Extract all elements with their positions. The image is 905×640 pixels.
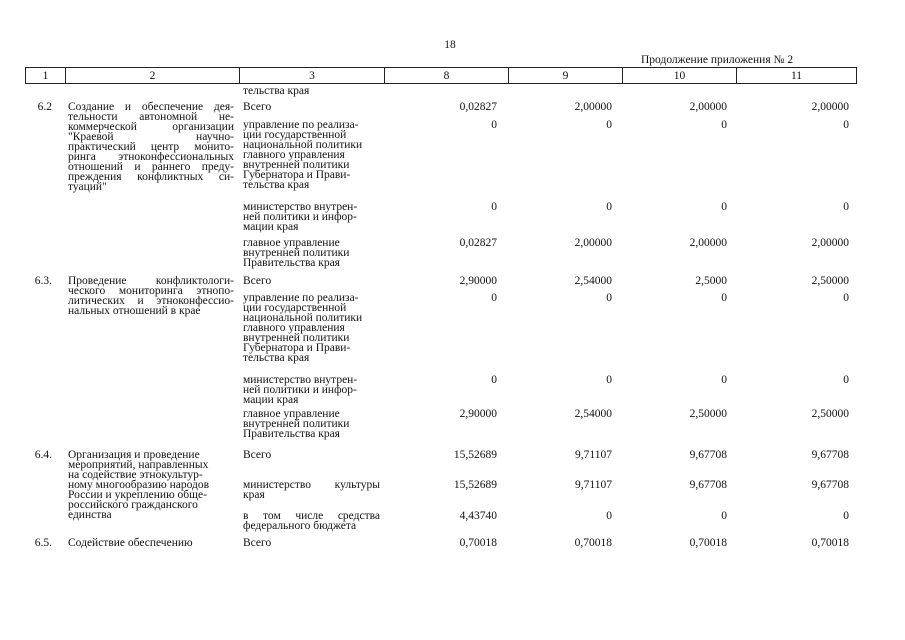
item-name-line: Проведение конфликтологи- <box>68 275 234 287</box>
item-name-line: нальных отношений в крае <box>68 305 201 317</box>
funding-source-line: ней политики и инфор- <box>243 384 357 396</box>
value-cell: 2,00000 <box>811 237 849 249</box>
funding-source-line: Всего <box>243 101 272 113</box>
value-cell: 0 <box>721 292 727 304</box>
item-name-line: российского гражданского <box>68 499 198 511</box>
funding-source-line: Всего <box>243 275 272 287</box>
value-cell: 0 <box>606 201 612 213</box>
item-name-line: Создание и обеспечение дея- <box>68 101 234 113</box>
funding-source-line: Всего <box>243 449 272 461</box>
value-cell: 9,71107 <box>575 449 612 461</box>
funding-source-line: Губернатора и Прави- <box>243 342 351 354</box>
row-number: 6.2 <box>37 101 52 113</box>
row-number: 6.3. <box>34 275 52 287</box>
funding-source-line: внутренней политики <box>243 247 350 259</box>
value-cell: 0,02827 <box>459 237 497 249</box>
value-cell: 0 <box>491 201 497 213</box>
funding-source-line: министерство культуры <box>243 479 380 491</box>
value-cell: 0 <box>491 119 497 131</box>
funding-source-line: тельства края <box>243 179 310 191</box>
value-cell: 2,00000 <box>811 101 849 113</box>
funding-source-line: внутренней политики <box>243 418 350 430</box>
funding-source-line: внутренней политики <box>243 332 350 344</box>
column-header: 3 <box>239 67 384 84</box>
value-cell: 2,5000 <box>695 275 727 287</box>
value-cell: 2,50000 <box>811 408 849 420</box>
funding-source-line: национальной политики <box>243 312 363 324</box>
value-cell: 2,00000 <box>689 101 727 113</box>
column-header: 1 <box>25 67 65 84</box>
column-header: 2 <box>65 67 239 84</box>
item-name-line: практический центр монито- <box>68 141 234 153</box>
item-name-line: Содействие обеспечению <box>68 537 193 549</box>
funding-source-line: Правительства края <box>243 257 340 269</box>
value-cell: 0 <box>606 119 612 131</box>
value-cell: 2,54000 <box>574 408 612 420</box>
value-cell: 4,43740 <box>459 510 497 522</box>
value-cell: 0 <box>721 201 727 213</box>
item-name-line: ринга этноконфессиональных <box>68 151 234 163</box>
funding-source-line: края <box>243 489 265 501</box>
funding-source-line: ней политики и инфор- <box>243 211 357 223</box>
funding-source-line: внутренней политики <box>243 159 350 171</box>
funding-source-line: главного управления <box>243 322 345 334</box>
item-name-line: России и укреплению обще- <box>68 489 207 501</box>
value-cell: 9,67708 <box>689 479 727 491</box>
item-name-line: отношений и раннего преду- <box>68 161 234 173</box>
value-cell: 0 <box>843 201 849 213</box>
value-cell: 9,67708 <box>811 479 849 491</box>
item-name-line: ному многообразию народов <box>68 479 210 491</box>
funding-source-line: ции государственной <box>243 129 347 141</box>
value-cell: 0 <box>721 510 727 522</box>
continuation-note: Продолжение приложения № 2 <box>641 54 794 66</box>
page-number: 18 <box>444 39 456 51</box>
item-name-line: литических и этноконфессио- <box>68 295 234 307</box>
value-cell: 0 <box>491 292 497 304</box>
value-cell: 2,90000 <box>459 275 497 287</box>
funding-source-line: главное управление <box>243 408 340 420</box>
value-cell: 2,00000 <box>689 237 727 249</box>
item-name-line: ческого мониторинга этнопо- <box>68 285 234 297</box>
value-cell: 2,50000 <box>689 408 727 420</box>
funding-source-line: мации края <box>243 221 299 233</box>
value-cell: 0,70018 <box>811 537 849 549</box>
funding-source-line: управление по реализа- <box>243 292 359 304</box>
funding-source-line: Всего <box>243 537 272 549</box>
funding-source-line: Губернатора и Прави- <box>243 169 351 181</box>
value-cell: 9,71107 <box>575 479 612 491</box>
funding-source-line: национальной политики <box>243 139 363 151</box>
funding-source-line: управление по реализа- <box>243 119 359 131</box>
funding-source-line: мации края <box>243 394 299 406</box>
item-name-line: тельности автономной не- <box>68 111 234 123</box>
value-cell: 0 <box>843 510 849 522</box>
value-cell: 15,52689 <box>453 479 497 491</box>
item-name-line: коммерческой организации <box>68 121 234 133</box>
funding-source-line: в том числе средства <box>243 510 380 522</box>
item-name-line: туаций" <box>68 181 107 193</box>
funding-source-line: тельства края <box>243 352 310 364</box>
carry-over-text: тельства края <box>243 85 310 97</box>
item-name-line: на содействие этнокультур- <box>68 469 203 481</box>
column-header: 11 <box>736 67 857 84</box>
funding-source-line: министерство внутрен- <box>243 374 358 386</box>
column-header: 10 <box>622 67 736 84</box>
value-cell: 0 <box>843 374 849 386</box>
row-number: 6.5. <box>34 537 52 549</box>
value-cell: 2,90000 <box>459 408 497 420</box>
value-cell: 0 <box>606 374 612 386</box>
funding-source-line: Правительства края <box>243 428 340 440</box>
value-cell: 15,52689 <box>453 449 497 461</box>
value-cell: 0,70018 <box>459 537 497 549</box>
item-name-line: "Краевой научно- <box>68 131 234 143</box>
funding-source-line: главного управления <box>243 149 345 161</box>
value-cell: 9,67708 <box>689 449 727 461</box>
funding-source-line: федерального бюджета <box>243 520 357 532</box>
value-cell: 2,00000 <box>574 101 612 113</box>
item-name-line: Организация и проведение <box>68 449 200 461</box>
value-cell: 0,70018 <box>574 537 612 549</box>
value-cell: 0 <box>721 374 727 386</box>
value-cell: 2,00000 <box>574 237 612 249</box>
value-cell: 2,50000 <box>811 275 849 287</box>
value-cell: 0 <box>606 292 612 304</box>
item-name-line: единства <box>68 509 112 521</box>
value-cell: 0 <box>843 292 849 304</box>
funding-source-line: министерство внутрен- <box>243 201 358 213</box>
row-number: 6.4. <box>34 449 52 461</box>
funding-source-line: главное управление <box>243 237 340 249</box>
item-name-line: мероприятий, направленных <box>68 459 209 471</box>
value-cell: 0 <box>491 374 497 386</box>
value-cell: 0 <box>843 119 849 131</box>
funding-source-line: ции государственной <box>243 302 347 314</box>
value-cell: 9,67708 <box>811 449 849 461</box>
value-cell: 0,70018 <box>689 537 727 549</box>
column-header: 9 <box>508 67 622 84</box>
value-cell: 0,02827 <box>459 101 497 113</box>
column-header: 8 <box>384 67 508 84</box>
value-cell: 2,54000 <box>574 275 612 287</box>
item-name-line: преждения конфликтных си- <box>68 171 234 183</box>
value-cell: 0 <box>721 119 727 131</box>
value-cell: 0 <box>606 510 612 522</box>
